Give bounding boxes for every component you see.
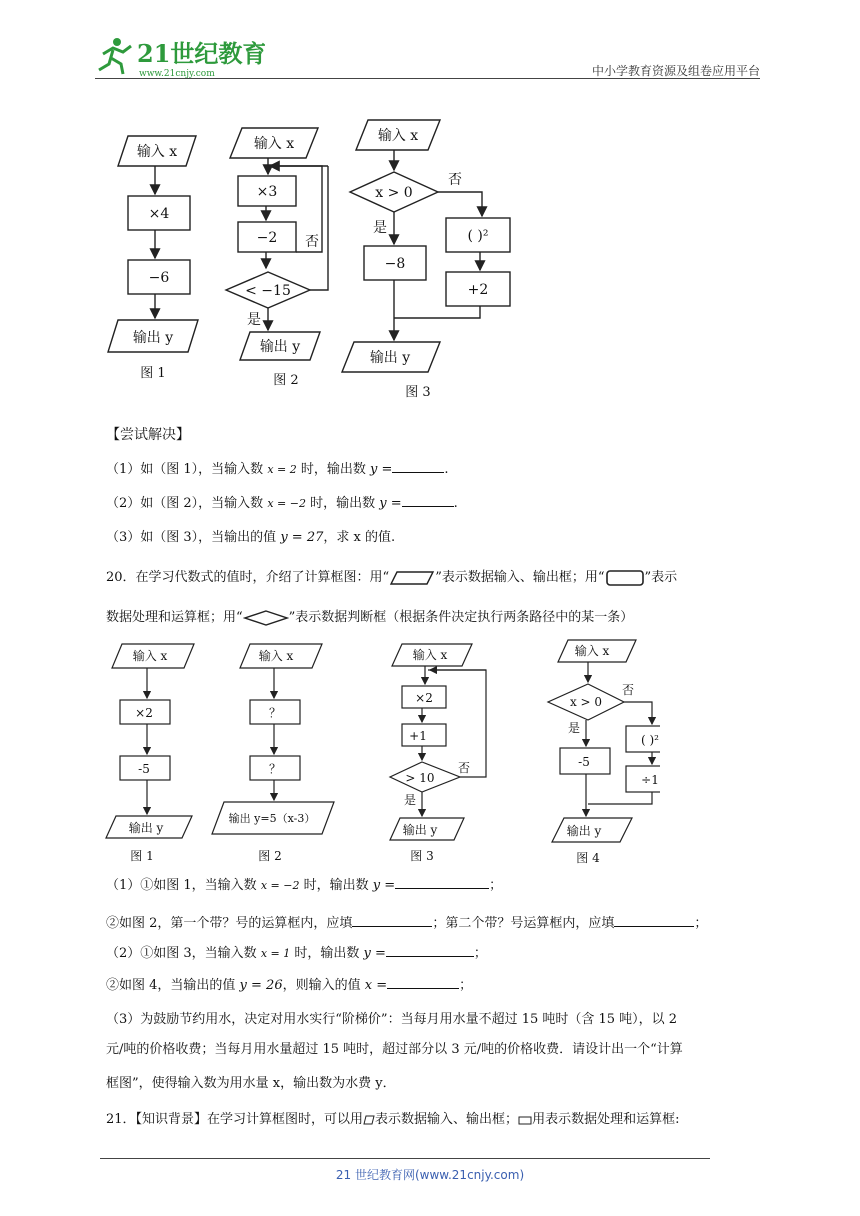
fig2-cond-label: < −15 bbox=[245, 283, 291, 299]
q20-fig3-op1: ×2 bbox=[415, 691, 433, 705]
q20-fig4-output: 输出 y bbox=[566, 824, 602, 838]
q20-fig1-output: 输出 y bbox=[128, 821, 164, 835]
q21-text-b: 表示数据输入、输出框； bbox=[375, 1112, 519, 1127]
q20-sub2b-prefix: ②如图 4，当输出的值 bbox=[106, 978, 240, 993]
q19-sub3-var: y = 27 bbox=[280, 530, 324, 545]
fig3-op-yes-label: −8 bbox=[384, 256, 406, 272]
rectangle-icon bbox=[605, 569, 645, 587]
q20-sub2a bbox=[106, 942, 487, 961]
q20-sub1a-var: x = −2 bbox=[260, 879, 300, 892]
header-divider bbox=[95, 78, 760, 79]
q20-fig2-op1: ？ bbox=[268, 706, 282, 720]
q19-sub2-prefix: （2）如（图 2），当输入数 bbox=[106, 496, 268, 511]
fig3-op-no1-label: ( )² bbox=[467, 228, 489, 244]
fig3-output-label: 输出 y bbox=[369, 350, 411, 366]
footer-text: 21 世纪教育网(www.21cnjy.com) bbox=[335, 1168, 525, 1182]
q20-fig4-cond: x > 0 bbox=[569, 695, 603, 709]
q20-fig2-caption: 图 2 bbox=[258, 849, 282, 863]
q19-sub2-suffix: . bbox=[453, 496, 458, 511]
q20-fig1-op2: -5 bbox=[138, 762, 150, 776]
fig3-yes-label: 是 bbox=[373, 220, 387, 236]
fig2-op2-label: −2 bbox=[256, 230, 278, 246]
q19-sub3-text: （3）如（图 3），当输出的值 bbox=[106, 530, 281, 545]
fig1-caption: 图 1 bbox=[140, 366, 166, 381]
q20-fig4-no: 否 bbox=[621, 683, 635, 697]
logo bbox=[95, 32, 265, 82]
q20-fig1-op1: ×2 bbox=[135, 706, 153, 720]
fig1-input-label: 输入 x bbox=[136, 144, 178, 160]
q19-sub3 bbox=[106, 526, 395, 545]
q20-fig3-output: 输出 y bbox=[402, 823, 438, 837]
q20-sub2b-mid: ，则输入的值 bbox=[282, 978, 365, 993]
q20-fig2-op2: ？ bbox=[268, 762, 282, 776]
q20-sub1b-prefix: ②如图 2，第一个带？号的运算框内，应填 bbox=[106, 916, 353, 931]
q20-fig3-op2: +1 bbox=[409, 729, 427, 743]
q20-intro-a: 20．在学习代数式的值时，介绍了计算框图：用“ bbox=[106, 570, 390, 585]
q19-sub1-var2: y = bbox=[370, 462, 393, 477]
q20-fig4-input: 输入 x bbox=[574, 644, 610, 658]
q19-sub2-var: x = −2 bbox=[267, 497, 306, 510]
q20-sub2b bbox=[106, 974, 472, 993]
q19-sub2-var2: y = bbox=[379, 496, 402, 511]
diamond-icon bbox=[243, 609, 289, 627]
section-title: 【尝试解决】 bbox=[106, 427, 190, 443]
q20-sub1a-answer-blank[interactable] bbox=[395, 876, 489, 889]
q20-fig3-no: 否 bbox=[457, 761, 471, 775]
q20-fig3-cond: > 10 bbox=[405, 771, 435, 785]
parallelogram-icon bbox=[389, 570, 435, 586]
q19-sub1 bbox=[106, 458, 449, 477]
q20-flowcharts bbox=[100, 636, 660, 868]
fig3-caption: 图 3 bbox=[405, 385, 431, 400]
q20-sub1a bbox=[106, 874, 502, 893]
q21-text-a: 21．【知识背景】在学习计算框图时，可以用 bbox=[106, 1112, 364, 1127]
q21-text-c: 用表示数据处理和运算框: bbox=[532, 1112, 680, 1127]
q19-sub1-mid: 时，输出数 bbox=[296, 462, 370, 477]
q20-intro-d: 数据处理和运算框；用“ bbox=[106, 610, 243, 625]
q20-sub2b-var: y = 26 bbox=[239, 978, 283, 993]
fig2-output-label: 输出 y bbox=[259, 339, 301, 355]
q20-fig3-caption: 图 3 bbox=[410, 849, 434, 863]
q20-fig4-op-no1: ( )² bbox=[641, 733, 659, 747]
q19-sub1-answer-blank[interactable] bbox=[392, 460, 444, 473]
fig3-cond-label: x > 0 bbox=[375, 185, 413, 201]
q20-fig2-output: 输出 y=5（x-3） bbox=[228, 812, 316, 825]
q20-sub2a-suffix: ； bbox=[473, 946, 487, 961]
fig2-no-label: 否 bbox=[305, 234, 319, 250]
q20-sub2a-var2: y = bbox=[363, 946, 386, 961]
q20-sub1a-prefix: （1）①如图 1，当输入数 bbox=[106, 878, 261, 893]
footer-divider bbox=[100, 1158, 710, 1159]
fig1-op2-label: −6 bbox=[148, 270, 170, 286]
fig2-op1-label: ×3 bbox=[256, 184, 278, 200]
q20-sub1a-suffix: ； bbox=[489, 878, 503, 893]
q20-fig3-input: 输入 x bbox=[412, 648, 448, 662]
runner-icon bbox=[99, 38, 131, 74]
q20-sub1b-suffix: ； bbox=[694, 916, 708, 931]
q20-sub2b-var2: x = bbox=[364, 978, 388, 993]
logo-url: www.21cnjy.com bbox=[139, 69, 215, 79]
q20-sub1a-mid: 时，输出数 bbox=[299, 878, 373, 893]
q19-sub3-suffix: ，求 x 的值. bbox=[323, 530, 396, 545]
q20-sub2a-answer-blank[interactable] bbox=[386, 944, 474, 957]
fig3-no-label: 否 bbox=[448, 172, 462, 188]
q20-intro-e: ”表示数据判断框（根据条件决定执行两条路径中的某一条） bbox=[288, 610, 634, 625]
q20-sub3-line3: 框图”，使得输入数为用水量 x，输出数为水费 y． bbox=[106, 1076, 396, 1091]
q19-sub1-var: x = 2 bbox=[267, 463, 297, 476]
q21-line bbox=[106, 1108, 679, 1127]
small-rectangle-icon bbox=[518, 1114, 532, 1126]
fig1-op1-label: ×4 bbox=[148, 206, 170, 222]
q20-sub3-line2: 元/吨的价格收费；当每月用水量超过 15 吨时，超过部分以 3 元/吨的价格收费．请设计出一个“计算 bbox=[106, 1042, 683, 1057]
q20-sub1b bbox=[106, 912, 707, 931]
q20-fig4-yes: 是 bbox=[567, 721, 581, 735]
top-flowcharts bbox=[100, 110, 540, 405]
logo-text: 21世纪教育 bbox=[137, 39, 265, 68]
fig2-caption: 图 2 bbox=[273, 373, 299, 388]
q19-sub2-mid: 时，输出数 bbox=[305, 496, 380, 511]
q20-sub1a-var2: y = bbox=[372, 878, 396, 893]
q20-sub2a-mid: 时，输出数 bbox=[290, 946, 364, 961]
q20-intro-line1 bbox=[106, 566, 677, 587]
q20-sub3-line1: （3）为鼓励节约用水，决定对用水实行“阶梯价”：当每月用水量不超过 15 吨时（含 15 吨），以 2 bbox=[106, 1012, 678, 1027]
q20-fig4-op-no2: ÷1 bbox=[641, 773, 659, 787]
q20-sub1b-blank-2[interactable] bbox=[614, 914, 694, 927]
q20-fig1-caption: 图 1 bbox=[130, 849, 154, 863]
q20-fig4-caption: 图 4 bbox=[576, 851, 600, 865]
q20-fig3-yes: 是 bbox=[403, 793, 417, 807]
q20-intro-line2 bbox=[106, 606, 633, 627]
q20-sub2b-suffix: ； bbox=[459, 978, 473, 993]
q20-fig2-input: 输入 x bbox=[258, 649, 294, 663]
q20-intro-c: ”表示 bbox=[644, 570, 678, 585]
q20-sub2a-var: x = 1 bbox=[260, 947, 291, 960]
fig3-input-label: 输入 x bbox=[377, 128, 419, 144]
q19-sub2 bbox=[106, 492, 458, 511]
header-right-text: 中小学教育资源及组卷应用平台 bbox=[591, 64, 760, 78]
q20-sub2a-prefix: （2）①如图 3，当输入数 bbox=[106, 946, 261, 961]
small-parallelogram-icon bbox=[363, 1114, 375, 1126]
q19-sub1-prefix: （1）如（图 1），当输入数 bbox=[106, 462, 268, 477]
fig3-op-no2-label: +2 bbox=[467, 282, 489, 298]
q20-fig1-input: 输入 x bbox=[132, 649, 168, 663]
q20-sub1b-mid: ；第二个带？号运算框内，应填 bbox=[432, 916, 615, 931]
fig2-yes-label: 是 bbox=[247, 312, 261, 328]
q19-sub2-answer-blank[interactable] bbox=[402, 494, 454, 507]
fig2-input-label: 输入 x bbox=[253, 136, 295, 152]
q20-fig4-op-yes: -5 bbox=[578, 755, 590, 769]
q20-sub1b-blank-1[interactable] bbox=[352, 914, 432, 927]
q20-sub2b-answer-blank[interactable] bbox=[387, 976, 459, 989]
q20-intro-b: ”表示数据输入、输出框；用“ bbox=[435, 570, 605, 585]
fig1-output-label: 输出 y bbox=[132, 330, 174, 346]
q19-sub1-suffix: . bbox=[444, 462, 449, 477]
